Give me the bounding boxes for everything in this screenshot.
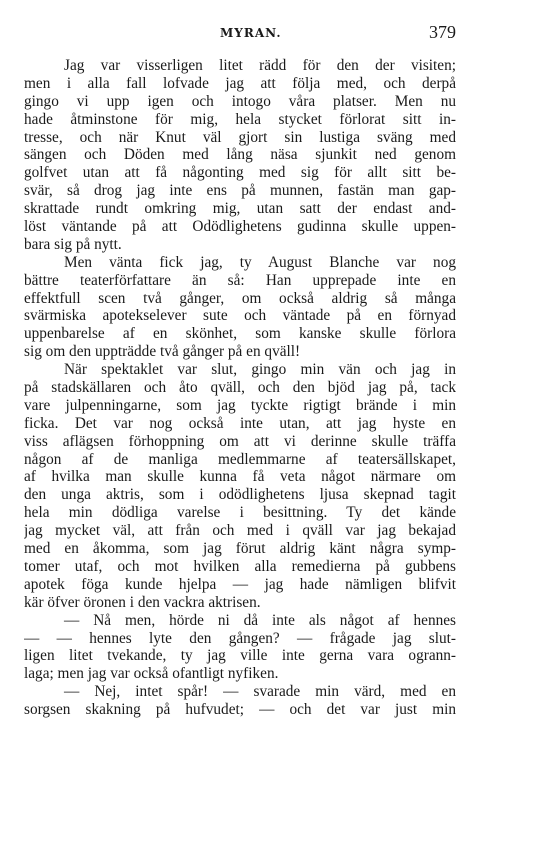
text-line: sig om den uppträdde två gånger på en qväll! — [24, 343, 301, 361]
text-line: apotek föga kunde hjelpa — jag hade nämligen blifvit — [24, 575, 456, 593]
text-line: När spektaklet var slut, gingo min vän och jag in — [64, 361, 456, 379]
text-line: ficka. Det var nog också inte utan, att jag hyste en — [24, 414, 456, 432]
text-line: hela min dödliga varelse i besittning. Ty det kände — [24, 504, 456, 522]
text-line: af hvilka man skulle kunna få veta något närmare om — [24, 468, 456, 486]
text-line: ligen litet tvekande, ty jag ville inte gerna vara ogrann- — [24, 647, 456, 665]
text-line: sängen och Döden med lång näsa sjunkit ned genom — [24, 146, 456, 164]
text-line: laga; men jag var också ofantligt nyfiken. — [24, 665, 279, 683]
text-line: tomer utaf, och mot hvilken alla remedierna på gubbens — [24, 557, 456, 575]
text-line: effektfull scen två gånger, om också aldrig så många — [24, 289, 456, 307]
text-line: sorgsen skakning på hufvudet; — och det var just min — [24, 701, 456, 719]
text-line: med en åkomma, som jag förut aldrig känt några symp- — [24, 540, 456, 558]
text-line: på stadskällaren och åto qväll, och den bjöd jag på, tack — [24, 379, 456, 397]
text-line: tresse, och när Knut väl gjort sin lustiga sväng med — [24, 128, 456, 146]
text-line: vare julpenningarne, som jag tyckte rigtigt brände i min — [24, 396, 456, 414]
text-line: Men vänta fick jag, ty August Blanche var nog — [64, 253, 456, 271]
text-line: gingo vi upp igen och intogo våra platser. Men nu — [24, 92, 456, 110]
body-text — [24, 57, 456, 719]
text-line: kär öfver öronen i den vackra aktrisen. — [24, 593, 261, 611]
text-line: — Nå men, hörde ni då inte als något af hennes — [64, 611, 456, 629]
text-line: golfvet utan att få någonting med sig för allt sitt be- — [24, 164, 456, 182]
text-line: Jag var visserligen litet rädd för den der visiten; — [64, 57, 456, 74]
text-line: löst väntande på att Odödlighetens gudinna skulle uppen- — [24, 218, 456, 236]
text-line: bara sig på nytt. — [24, 235, 122, 253]
text-line: — Nej, intet spår! — svarade min värd, med en — [64, 683, 456, 701]
text-line: viss aflägsen förhoppning om att vi derinne skulle träffa — [24, 432, 456, 450]
text-line: — — hennes lyte den gången? — frågade jag slut- — [24, 629, 456, 647]
text-line: den unga aktris, som i odödlighetens ljusa skepnad tagit — [24, 486, 456, 504]
text-line: någon af de manliga medlemmarne af teatersällskapet, — [24, 450, 456, 468]
text-line: svär, så drog jag inte ens på munnen, fastän man gap- — [24, 182, 456, 200]
text-line: svärmiska apotekselever sute och väntade på en förnyad — [24, 307, 456, 325]
text-line: skrattade rundt omkring mig, utan satt der endast and- — [24, 200, 456, 218]
text-line: bättre teaterförfattare än så: Han upprepade inte en — [24, 271, 456, 289]
text-line: jag mycket väl, att från och med i qväll var jag bekajad — [24, 522, 456, 540]
text-line: uppenbarelse af en skönhet, som kanske skulle förlora — [24, 325, 456, 343]
page-number: 379 — [429, 22, 456, 42]
text-line: hade åtminstone för mig, hela stycket förlorat sitt in- — [24, 110, 456, 128]
text-line: men i alla fall lofvade jag att följa med, och derpå — [24, 74, 456, 92]
running-head — [24, 20, 456, 44]
running-title: MYRAN. — [220, 26, 282, 40]
